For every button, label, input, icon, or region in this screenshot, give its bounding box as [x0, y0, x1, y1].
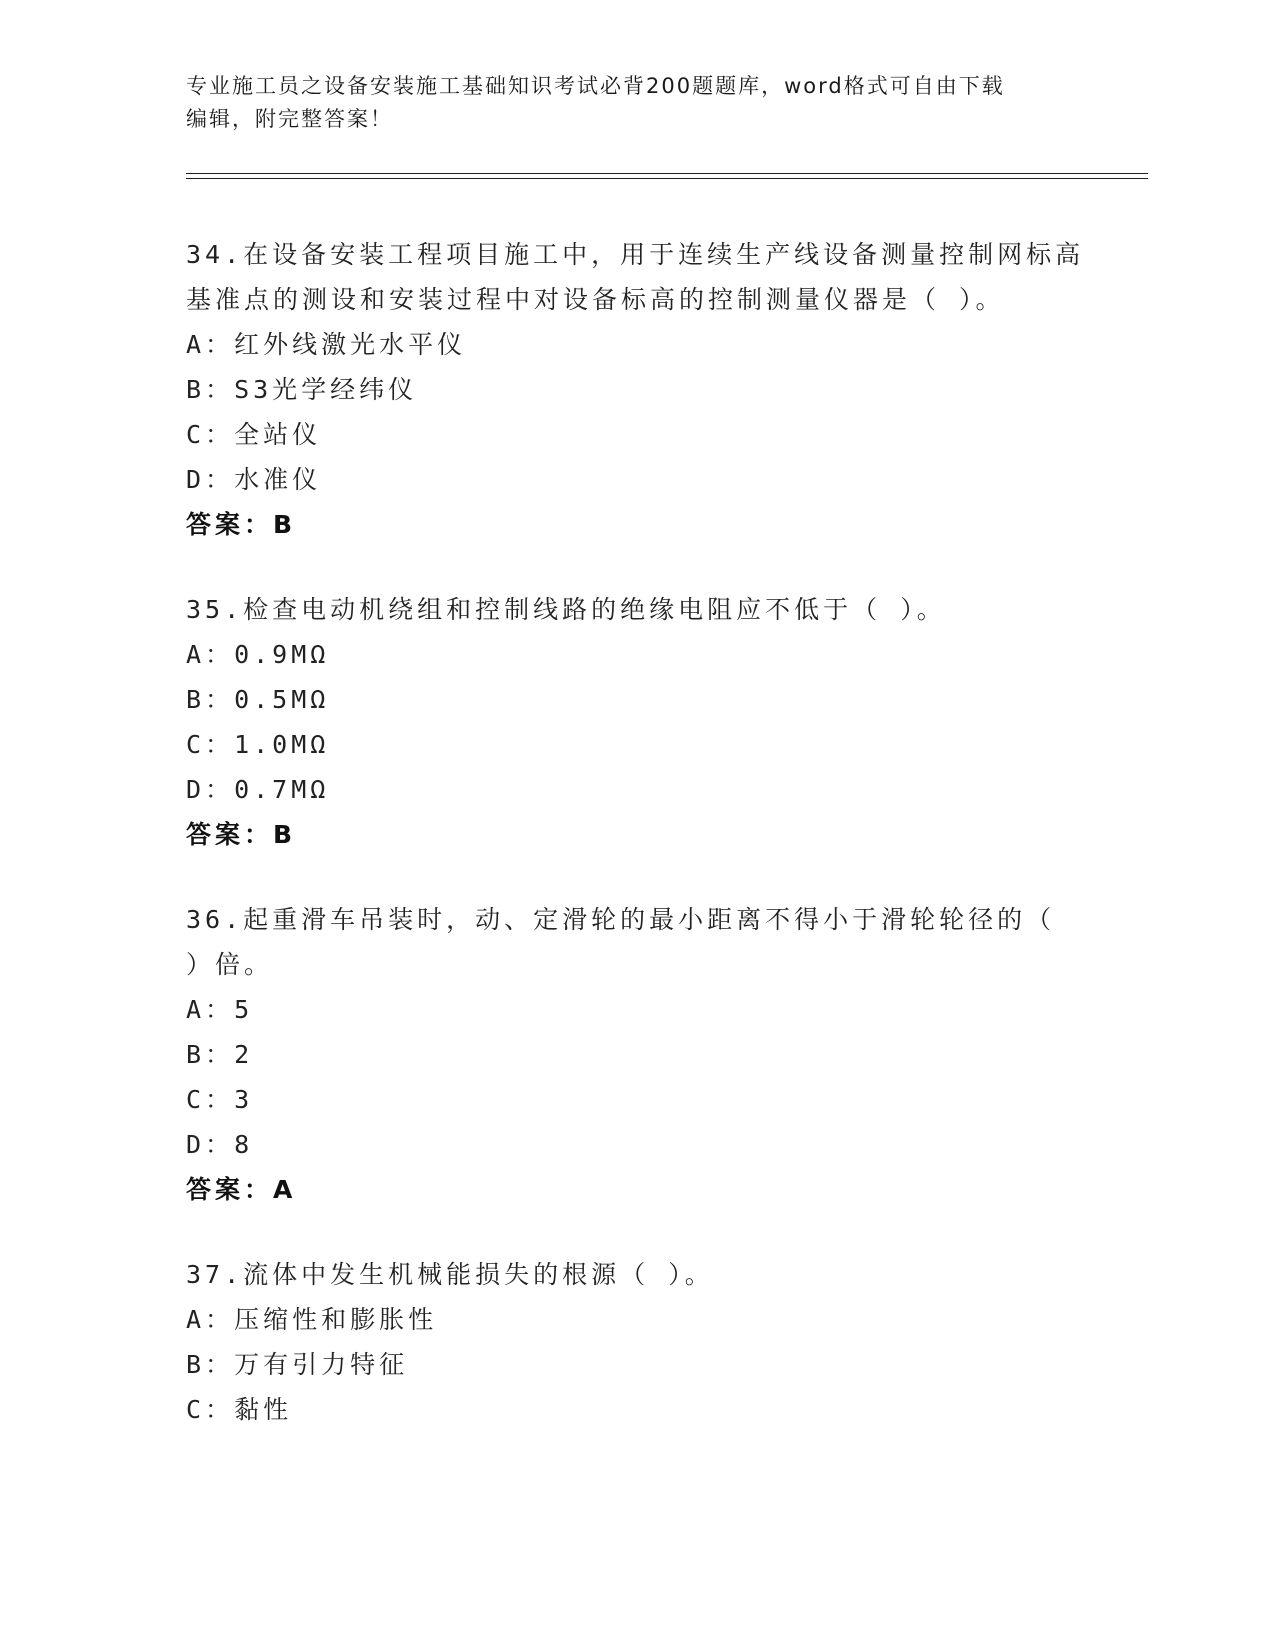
option-letter: C：	[186, 730, 235, 759]
option-text: 8	[234, 1130, 254, 1159]
option-a	[186, 987, 1086, 1032]
option-c	[186, 1077, 1086, 1122]
option-text: 3	[234, 1085, 254, 1114]
option-text: 2	[234, 1040, 254, 1069]
answer-line: 答案：B	[186, 510, 297, 539]
option-c	[186, 1387, 1086, 1432]
option-letter: C：	[186, 420, 235, 449]
answer-line: 答案：B	[186, 820, 297, 849]
question-stem: 36.起重滑车吊装时，动、定滑轮的最小距离不得小于滑轮轮径的（ ）倍。	[186, 905, 1056, 979]
option-a	[186, 632, 1086, 677]
option-text: 黏性	[234, 1395, 293, 1424]
option-text: 压缩性和膨胀性	[234, 1305, 438, 1334]
option-letter: A：	[186, 330, 235, 359]
question-35	[186, 587, 1086, 857]
question-stem: 37.流体中发生机械能损失的根源（ ）。	[186, 1260, 714, 1289]
option-text: 红外线激光水平仪	[234, 330, 467, 359]
option-letter: B：	[186, 1350, 235, 1379]
question-36	[186, 897, 1086, 1212]
option-text: 水准仪	[234, 465, 322, 494]
option-text: 5	[234, 995, 254, 1024]
option-c	[186, 412, 1086, 457]
option-letter: A：	[186, 640, 235, 669]
header-line-1: 专业施工员之设备安装施工基础知识考试必背200题题库，word格式可自由下载	[186, 74, 1005, 98]
option-letter: C：	[186, 1085, 235, 1114]
option-text: 全站仪	[234, 420, 322, 449]
option-d	[186, 767, 1086, 812]
option-d	[186, 457, 1086, 502]
question-37	[186, 1252, 1086, 1432]
option-letter: A：	[186, 995, 235, 1024]
question-34	[186, 232, 1086, 547]
question-stem: 35.检查电动机绕组和控制线路的绝缘电阻应不低于（ ）。	[186, 595, 946, 624]
header-line-2: 编辑，附完整答案！	[186, 107, 393, 131]
option-a	[186, 1297, 1086, 1342]
option-letter: D：	[186, 465, 235, 494]
option-letter: B：	[186, 1040, 235, 1069]
option-text: 万有引力特征	[234, 1350, 409, 1379]
question-stem: 34.在设备安装工程项目施工中，用于连续生产线设备测量控制网标高基准点的测设和安装过程中对设备标高的控制测量仪器是（ ）。	[186, 240, 1085, 314]
option-text: 0.5MΩ	[234, 685, 330, 714]
option-d	[186, 1122, 1086, 1167]
option-c	[186, 722, 1086, 767]
document-header	[186, 70, 1066, 136]
option-b	[186, 1342, 1086, 1387]
option-a	[186, 322, 1086, 367]
option-text: 0.7MΩ	[234, 775, 330, 804]
option-letter: A：	[186, 1305, 235, 1334]
answer-line: 答案：A	[186, 1175, 297, 1204]
option-letter: D：	[186, 1130, 235, 1159]
question-list	[186, 232, 1086, 1472]
option-letter: B：	[186, 685, 235, 714]
option-text: S3光学经纬仪	[234, 375, 418, 404]
option-text: 0.9MΩ	[234, 640, 330, 669]
option-text: 1.0MΩ	[234, 730, 330, 759]
option-letter: C：	[186, 1395, 235, 1424]
option-letter: B：	[186, 375, 235, 404]
option-b	[186, 1032, 1086, 1077]
option-b	[186, 677, 1086, 722]
option-letter: D：	[186, 775, 235, 804]
option-b	[186, 367, 1086, 412]
header-divider-top	[186, 173, 1148, 174]
header-divider-bottom	[186, 178, 1148, 179]
